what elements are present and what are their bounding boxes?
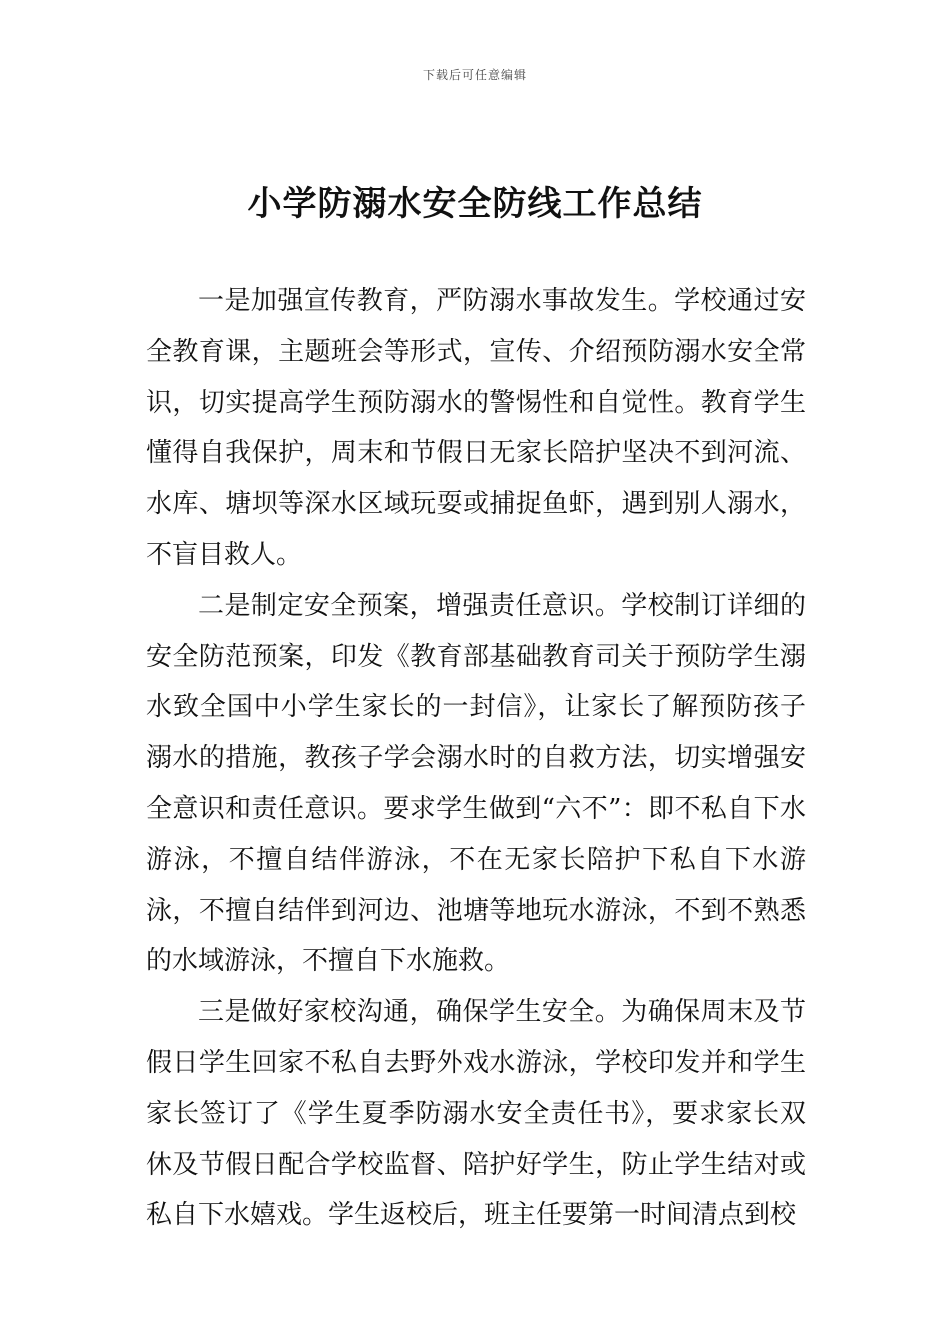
document-body: [146, 276, 806, 1241]
paragraph-1: 一是加强宣传教育，严防溺水事故发生。学校通过安全教育课，主题班会等形式，宣传、介绍预防溺水安全常识，切实提高学生预防溺水的警惕性和自觉性。教育学生懂得自我保护，周末和节假日无家长陪护坚决不到河流、水库、塘坝等深水区域玩耍或捕捉鱼虾，遇到别人溺水，不盲目救人。: [146, 286, 806, 570]
header-note: 下载后可任意编辑: [422, 68, 527, 82]
paragraph-2: 二是制定安全预案，增强责任意识。学校制订详细的安全防范预案，印发《教育部基础教育司关于预防学生溺水致全国中小学生家长的一封信》，让家长了解预防孩子溺水的措施，教孩子学会溺水时的自救方法，切实增强安全意识和责任意识。要求学生做到“六不”：即不私自下水游泳，不擅自结伴游泳，不在无家长陪护下私自下水游泳，不擅自结伴到河边、池塘等地玩水游泳，不到不熟悉的水域游泳，不擅自下水施救。: [146, 590, 806, 977]
paragraph-3: 三是做好家校沟通，确保学生安全。为确保周末及节假日学生回家不私自去野外戏水游泳，学校印发并和学生家长签订了《学生夏季防溺水安全责任书》，要求家长双休及节假日配合学校监督、陪护好学生，防止学生结对或私自下水嬉戏。学生返校后，班主任要第一时间清点到校: [146, 997, 806, 1231]
document-title: 小学防溺水安全防线工作总结: [247, 184, 703, 224]
